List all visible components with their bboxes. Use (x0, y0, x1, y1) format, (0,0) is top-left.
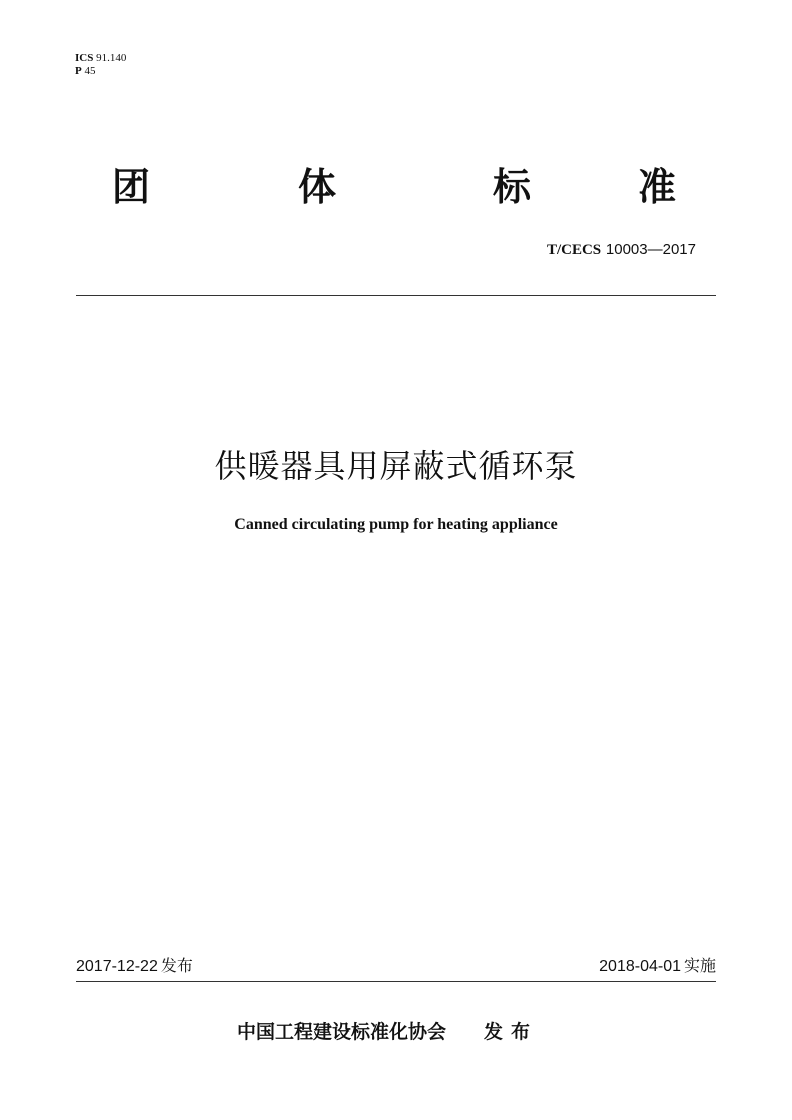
title-chinese: 供暖器具用屏蔽式循环泵 (214, 447, 578, 485)
issue-label: 发布 (160, 956, 193, 975)
category-char: 体 (298, 165, 337, 209)
implement-date-block (599, 955, 716, 978)
ccs-classification (75, 65, 95, 78)
top-divider (76, 295, 716, 296)
title-english: Canned circulating pump for heating appliance (234, 516, 558, 533)
ics-classification (75, 52, 126, 65)
ccs-code: 45 (84, 65, 96, 77)
category-char: 准 (638, 165, 677, 209)
category-char: 团 (112, 165, 151, 209)
category-char: 标 (493, 165, 532, 209)
implement-label: 实施 (683, 956, 716, 975)
standard-prefix: T/CECS (546, 242, 602, 258)
issue-date-block (76, 955, 193, 978)
ics-code: 91.140 (96, 52, 127, 64)
standard-code: 10003—2017 (605, 241, 696, 258)
publisher-line (237, 1019, 538, 1045)
ccs-label: P (75, 65, 82, 77)
publisher-name: 中国工程建设标准化协会 (237, 1021, 447, 1043)
bottom-divider (76, 981, 716, 982)
publisher-action: 发布 (484, 1021, 539, 1043)
standard-number (547, 239, 696, 260)
ics-label: ICS (75, 52, 94, 64)
standard-category-heading (0, 162, 792, 212)
implement-date: 2018-04-01 (599, 958, 681, 975)
issue-date: 2017-12-22 (76, 958, 158, 975)
